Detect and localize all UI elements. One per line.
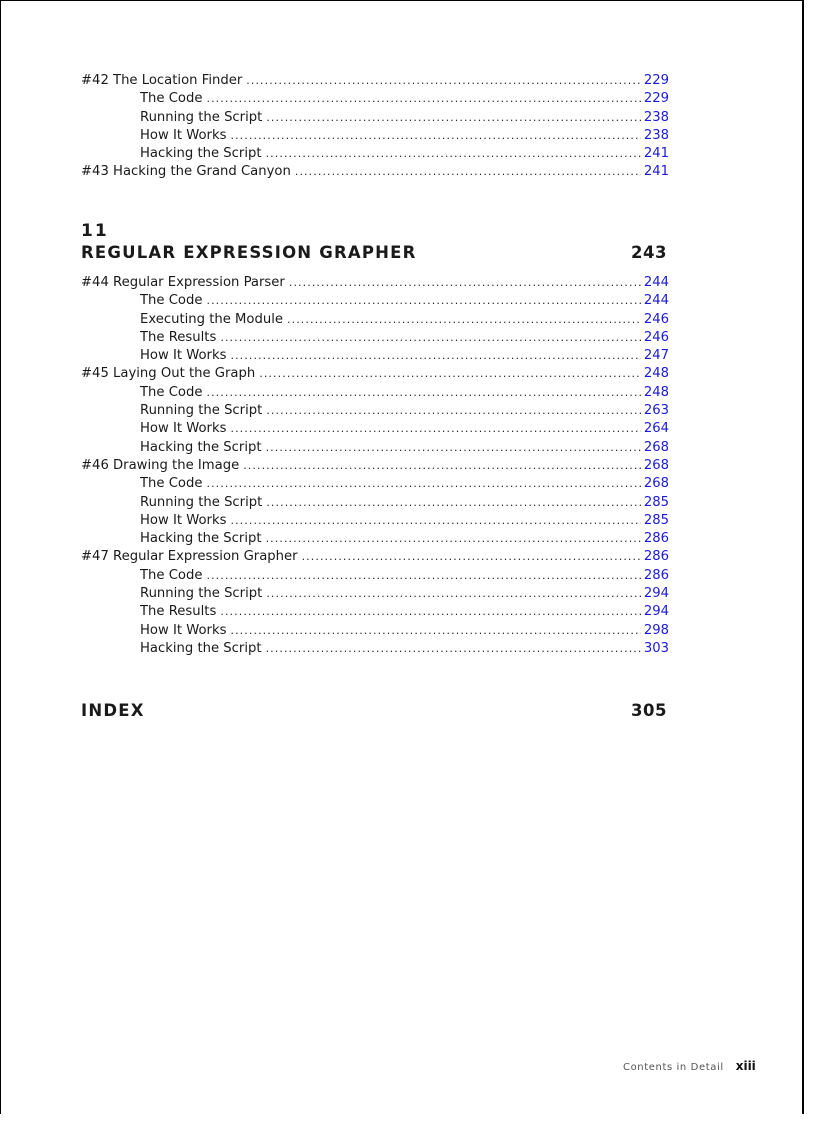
toc-entry-label: Hacking the Script xyxy=(140,531,262,547)
toc-subentry[interactable] xyxy=(81,90,669,108)
toc-entry-label: Running the Script xyxy=(140,494,263,510)
toc-entry-label: The Code xyxy=(140,476,203,492)
index-title: INDEX xyxy=(81,701,145,720)
toc-subentry[interactable] xyxy=(81,402,669,420)
toc-entry-label: Hacking the Script xyxy=(140,146,262,162)
toc-entry-label: Executing the Module xyxy=(140,311,283,327)
toc-page-link[interactable]: 285 xyxy=(643,494,669,510)
toc-page-link[interactable]: 248 xyxy=(643,384,669,400)
dot-leader xyxy=(266,494,641,512)
dot-leader xyxy=(206,567,640,585)
toc-entry-label: How It Works xyxy=(140,348,227,364)
dot-leader xyxy=(206,292,640,310)
toc-page-link[interactable]: 248 xyxy=(643,366,669,382)
toc-subentry[interactable] xyxy=(81,622,669,640)
toc-entry-label: Running the Script xyxy=(140,403,263,419)
chapter-number: 11 xyxy=(81,221,109,241)
dot-leader xyxy=(230,347,640,365)
toc-page-link[interactable]: 246 xyxy=(643,311,669,327)
toc-page-link[interactable]: 285 xyxy=(643,512,669,528)
page-footer xyxy=(623,1059,756,1073)
toc-page-link[interactable]: 286 xyxy=(643,567,669,583)
toc-subentry[interactable] xyxy=(81,475,669,493)
toc-entry-label: #44 Regular Expression Parser xyxy=(81,275,285,290)
dot-leader xyxy=(220,603,640,621)
toc-entry-label: #45 Laying Out the Graph xyxy=(81,366,256,382)
toc-entry[interactable] xyxy=(81,457,669,475)
footer-running-head: Contents in Detail xyxy=(623,1062,724,1073)
dot-leader xyxy=(295,163,641,181)
toc-entry-label: #47 Regular Expression Grapher xyxy=(81,549,298,565)
toc-page-link[interactable]: 294 xyxy=(643,604,669,620)
dot-leader xyxy=(230,127,640,145)
toc-subentry[interactable] xyxy=(81,530,669,548)
toc-entry[interactable] xyxy=(81,72,669,90)
toc-entry-label: The Code xyxy=(140,567,203,583)
toc-section-chapter-11 xyxy=(81,274,669,658)
toc-entry-label: The Code xyxy=(140,384,203,400)
chapter-heading[interactable] xyxy=(81,243,667,262)
dot-leader xyxy=(259,365,641,383)
chapter-title: REGULAR EXPRESSION GRAPHER xyxy=(81,243,417,262)
dot-leader xyxy=(206,384,640,402)
toc-subentry[interactable] xyxy=(81,127,669,145)
toc-entry-label: The Code xyxy=(140,293,203,309)
toc-subentry[interactable] xyxy=(81,420,669,438)
toc-subentry[interactable] xyxy=(81,567,669,585)
dot-leader xyxy=(243,457,641,475)
dot-leader xyxy=(266,530,641,548)
toc-page-link[interactable]: 238 xyxy=(643,127,669,143)
toc-subentry[interactable] xyxy=(81,347,669,365)
toc-entry-label: #42 The Location Finder xyxy=(81,73,243,88)
dot-leader xyxy=(266,402,641,420)
toc-entry-label: Hacking the Script xyxy=(140,439,262,455)
toc-page-link[interactable]: 286 xyxy=(643,549,669,565)
dot-leader xyxy=(266,109,641,127)
toc-page-link[interactable]: 268 xyxy=(643,457,669,473)
toc-subentry[interactable] xyxy=(81,640,669,658)
toc-subentry[interactable] xyxy=(81,439,669,457)
toc-entry[interactable] xyxy=(81,548,669,566)
toc-page-link[interactable]: 268 xyxy=(643,476,669,492)
toc-subentry[interactable] xyxy=(81,145,669,163)
toc-entry-label: How It Works xyxy=(140,512,227,528)
dot-leader xyxy=(246,72,641,90)
toc-subentry[interactable] xyxy=(81,603,669,621)
toc-subentry[interactable] xyxy=(81,292,669,310)
toc-subentry[interactable] xyxy=(81,494,669,512)
toc-entry-label: #43 Hacking the Grand Canyon xyxy=(81,164,291,180)
toc-page-link[interactable]: 247 xyxy=(643,348,669,364)
toc-page-link[interactable]: 238 xyxy=(643,109,669,125)
toc-entry-label: How It Works xyxy=(140,622,227,638)
toc-subentry[interactable] xyxy=(81,311,669,329)
toc-page-link[interactable]: 286 xyxy=(643,531,669,547)
toc-page-link[interactable]: 264 xyxy=(643,421,669,437)
toc-entry-label: #46 Drawing the Image xyxy=(81,457,240,473)
toc-entry-label: The Results xyxy=(140,329,217,345)
dot-leader xyxy=(220,329,640,347)
toc-page-link[interactable]: 244 xyxy=(643,293,669,309)
toc-subentry[interactable] xyxy=(81,512,669,530)
toc-section-top xyxy=(81,72,669,182)
dot-leader xyxy=(266,585,641,603)
toc-page-link[interactable]: 268 xyxy=(643,439,669,455)
toc-entry-label: The Code xyxy=(140,91,203,107)
toc-page-link[interactable]: 246 xyxy=(643,329,669,345)
dot-leader xyxy=(287,311,641,329)
toc-entry[interactable] xyxy=(81,274,669,292)
toc-subentry[interactable] xyxy=(81,384,669,402)
toc-entry-label: Running the Script xyxy=(140,586,263,602)
dot-leader xyxy=(302,548,641,566)
toc-entry[interactable] xyxy=(81,365,669,383)
toc-entry-label: The Results xyxy=(140,604,217,620)
dot-leader xyxy=(230,512,640,530)
index-page: 305 xyxy=(631,701,667,720)
dot-leader xyxy=(266,145,641,163)
toc-page-link[interactable]: 303 xyxy=(643,640,669,656)
toc-entry-label: How It Works xyxy=(140,421,227,437)
toc-entry[interactable] xyxy=(81,163,669,181)
toc-entry-label: Running the Script xyxy=(140,109,263,125)
toc-page-link[interactable]: 241 xyxy=(643,164,669,180)
dot-leader xyxy=(289,274,641,292)
toc-subentry[interactable] xyxy=(81,109,669,127)
dot-leader xyxy=(206,475,640,493)
toc-page-link[interactable]: 229 xyxy=(643,91,669,107)
chapter-page: 243 xyxy=(631,243,667,262)
toc-page-link[interactable]: 229 xyxy=(643,73,669,88)
toc-entry-label: Hacking the Script xyxy=(140,640,262,656)
toc-subentry[interactable] xyxy=(81,585,669,603)
toc-page-link[interactable]: 294 xyxy=(643,586,669,602)
toc-page-link[interactable]: 244 xyxy=(643,275,669,290)
dot-leader xyxy=(230,622,640,640)
index-heading[interactable] xyxy=(81,701,667,720)
toc-page-link[interactable]: 263 xyxy=(643,403,669,419)
dot-leader xyxy=(266,439,641,457)
dot-leader xyxy=(206,90,640,108)
page-folio: xiii xyxy=(735,1059,756,1073)
dot-leader xyxy=(230,420,640,438)
dot-leader xyxy=(266,640,641,658)
toc-entry-label: How It Works xyxy=(140,127,227,143)
toc-page-link[interactable]: 241 xyxy=(643,146,669,162)
toc-subentry[interactable] xyxy=(81,329,669,347)
toc-page-link[interactable]: 298 xyxy=(643,622,669,638)
